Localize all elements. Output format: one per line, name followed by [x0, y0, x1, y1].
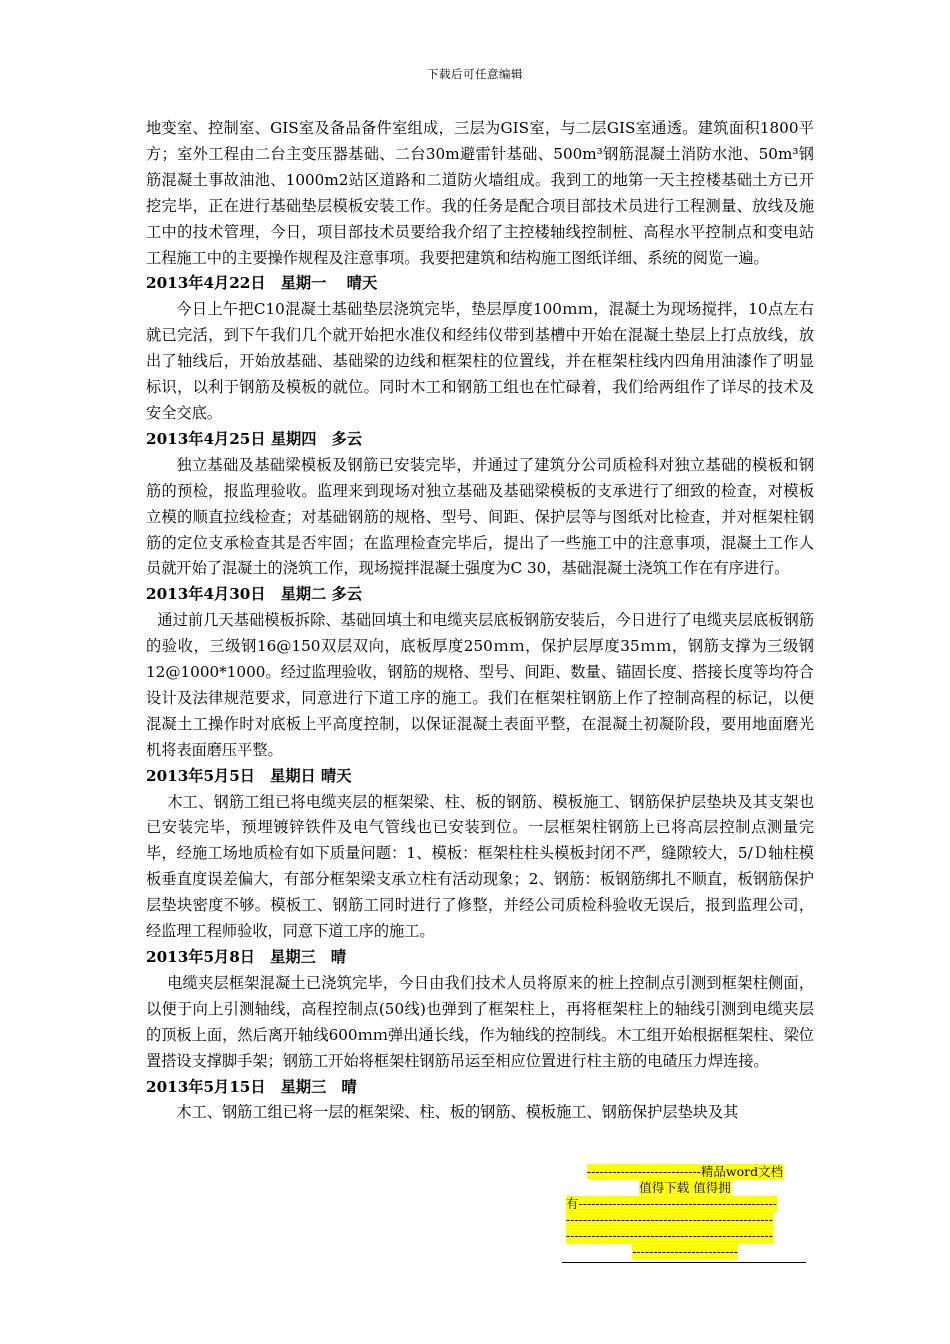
- intro-paragraph: 地变室、控制室、GIS室及备品备件室组成，三层为GIS室，与二层GIS室通透。建筑面积1800平方；室外工程由二台主变压器基础、二台30m避雷针基础、500m³钢筋混凝土消防水池、50m³钢筋混凝土事故油池、1000m2站区道路和二道防火墙组成。我到工的地第一天主控楼基础土方已开挖完毕，正在进行基础垫层模板安装工作。我的任务是配合项目部技术员进行工程测量、放线及施工中的技术管理，今日，项目部技术员要给我介绍了主控楼轴线控制桩、高程水平控制点和变电站工程施工中的主要操作规程及注意事项。我要把建筑和结构施工图纸详细、系统的阅览一遍。: [146, 119, 814, 267]
- entry-heading: 2013年5月8日 星期三 晴: [146, 948, 347, 966]
- entry-heading: 2013年5月5日 星期日 晴天: [146, 766, 352, 785]
- footer-line: ---------------------------精品word文档: [586, 1164, 784, 1179]
- entry-body: 电缆夹层框架混凝土已浇筑完毕，今日由我们技术人员将原来的桩上控制点引测到框架柱侧面，以便于向上引测轴线，高程控制点(50线)也弹到了框架柱上，再将框架柱上的轴线引测到电缆夹层的顶板上面，然后离开轴线600ｍｍ弹出通长线，作为轴线的控制线。木工组开始根据框架柱、梁位置搭设支撑脚手架；钢筋工开始将框架柱钢筋吊运至相应位置进行柱主筋的电碴压力焊连接。: [146, 973, 814, 1070]
- footer-line: -------------------------------------------------: [566, 1228, 773, 1243]
- footer-line: 值得下载 值得拥: [639, 1180, 731, 1195]
- entry-body: 通过前几天基础模板拆除、基础回填土和电缆夹层底板钢筋安装后，今日进行了电缆夹层底板钢筋的验收，三级钢16@150双层双向，底板厚度250ｍｍ，保护层厚度35ｍｍ，钢筋支撑为三级钢12@1000*1000。经过监理验收，钢筋的规格、型号、间距、数量、锚固长度、搭接长度等均符合设计及法律规范要求，同意进行下道工序的施工。我们在框架柱钢筋上作了控制高程的标记，以便混凝土工操作时对底板上平高度控制，以保证混凝土表面平整，在混凝土初凝阶段，要用地面磨光机将表面磨压平整。: [146, 611, 814, 759]
- document-body: [146, 116, 814, 1126]
- entry-body: 木工、钢筋工组已将电缆夹层的框架梁、柱、板的钢筋、模板施工、钢筋保护层垫块及其支架也已安装完毕，预埋镀锌铁件及电气管线也已安装到位。一层框架柱钢筋上已将高层控制点测量完毕，经施工场地质检有如下质量问题：1、模板：框架柱柱头模板封闭不严，缝隙较大，5/Ｄ轴柱模板垂直度误差偏大，有部分框架梁支承立柱有活动现象；2、钢筋：板钢筋绑扎不顺直，板钢筋保护层垫块密度不够。模板工、钢筋工同时进行了修整，并经公司质检科验收无误后，报到监理公司，经监理工程师验收，同意下道工序的施工。: [146, 792, 814, 941]
- footer-line: 有-----------------------------------------------: [566, 1196, 778, 1211]
- entry-heading: 2013年5月15日 星期三 晴: [146, 1077, 357, 1096]
- entry-heading: 2013年4月25日 星期四 多云: [146, 429, 362, 448]
- entry-heading: 2013年4月30日 星期二 多云: [146, 585, 362, 604]
- entry-body: 今日上午把C10混凝土基础垫层浇筑完毕，垫层厚度100ｍｍ，混凝土为现场搅拌，10点左右就已完活，到下午我们几个就开始把水准仪和经纬仪带到基槽中开始在混凝土垫层上打点放线，放出了轴线后，开始放基础、基础梁的边线和框架柱的位置线，并在框架柱线内四角用油漆作了明显标识，以利于钢筋及模板的就位。同时木工和钢筋工组也在忙碌着，我们给两组作了详尽的技术及安全交底。: [146, 300, 814, 422]
- entry-heading: 2013年4月22日 星期一 晴天: [146, 274, 378, 293]
- page-header: 下载后可任意编辑: [427, 67, 523, 81]
- footer-divider: [562, 1262, 806, 1263]
- entry-body: 木工、钢筋工组已将一层的框架梁、柱、板的钢筋、模板施工、钢筋保护层垫块及其: [176, 1103, 739, 1122]
- entry-body: 独立基础及基础梁模板及钢筋已安装完毕，并通过了建筑分公司质检科对独立基础的模板和钢筋的预检，报监理验收。监理来到现场对独立基础及基础梁模板的支承进行了细致的检查，对模板立模的顺直拉线检查；对基础钢筋的规格、型号、间距、保护层等与图纸对比检查，并对框架柱钢筋的定位支承检查其是否牢固；在监理检查完毕后，提出了一些施工中的注意事项，混凝土工作人员就开始了混凝土的浇筑工作，现场搅拌混凝土强度为C 30，基础混凝土浇筑工作在有序进行。: [146, 455, 814, 578]
- promo-footer: [566, 1164, 804, 1260]
- footer-line: -------------------------------------------------: [566, 1212, 773, 1227]
- footer-line: -------------------------: [632, 1244, 738, 1259]
